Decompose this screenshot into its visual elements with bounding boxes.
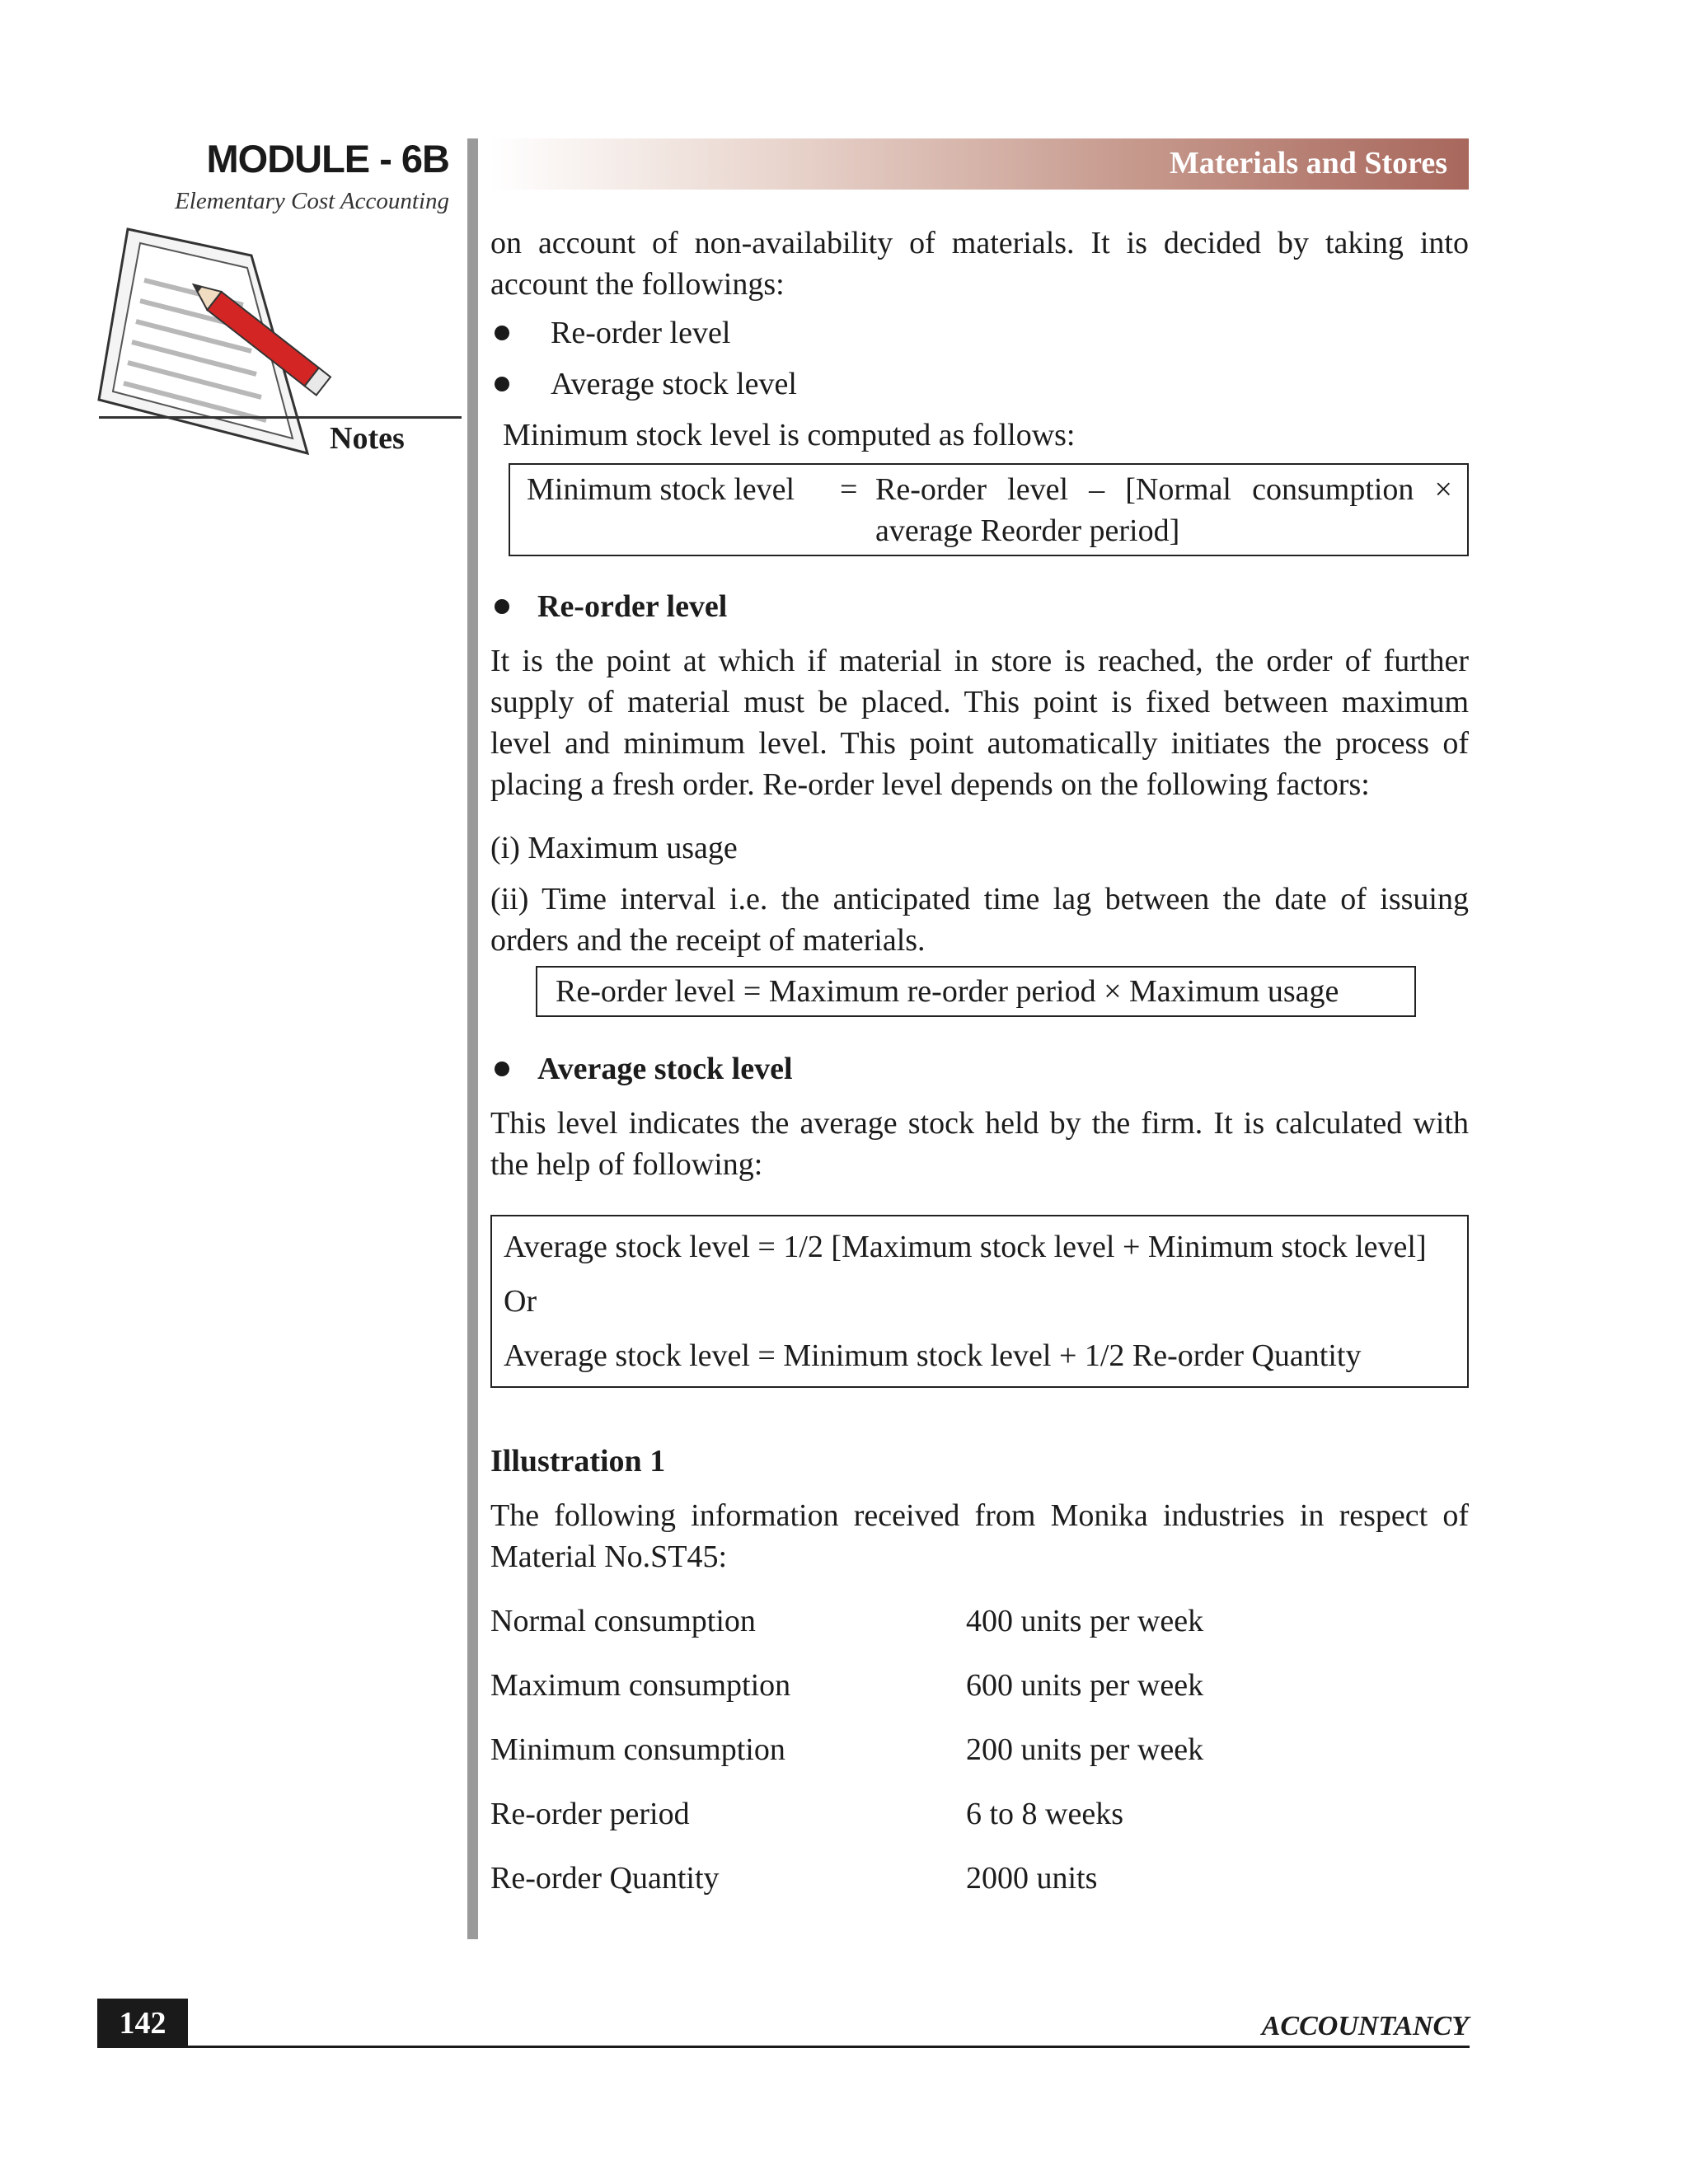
- average-heading: Average stock level: [537, 1052, 793, 1086]
- data-row-value: 6 to 8 weeks: [966, 1797, 1124, 1831]
- min-stock-lead: Minimum stock level is computed as follows:: [503, 418, 1076, 452]
- footer-rule: [97, 2046, 1470, 2048]
- reorder-factor-2: (ii) Time interval i.e. the anticipated time lag between the date of issuing orders and the receipt of materials.: [490, 882, 1469, 958]
- module-subtitle: Elementary Cost Accounting: [175, 188, 449, 214]
- formula-rhs-line1: Re-order level – [Normal consumption ×: [875, 472, 1452, 507]
- average-formula-2: Average stock level = Minimum stock level + 1/2 Re-order Quantity: [504, 1338, 1362, 1373]
- average-formula-box: [490, 1215, 1469, 1388]
- bullet-icon: [495, 377, 509, 391]
- margin-bar: [467, 138, 478, 1939]
- data-row-value: 400 units per week: [966, 1604, 1204, 1638]
- module-title: MODULE - 6B: [206, 137, 449, 180]
- notes-label: Notes: [330, 421, 405, 456]
- reorder-paragraph: It is the point at which if material in store is reached, the order of further supply of material must be placed. This point is fixed between maximum level and minimum level. This point automatically initiates the process of placing a fresh order. Re-order level depends on the following factors:: [490, 644, 1469, 802]
- reorder-formula: Re-order level = Maximum re-order period × Maximum usage: [556, 974, 1339, 1009]
- intro-paragraph: on account of non-availability of materials. It is decided by taking into account the followings:: [490, 226, 1469, 302]
- chapter-header-band: [490, 138, 1469, 190]
- average-formula-1: Average stock level = 1/2 [Maximum stock level + Minimum stock level]: [504, 1230, 1427, 1264]
- reorder-formula-box: [536, 966, 1416, 1017]
- formula-rhs-line2: average Reorder period]: [875, 513, 1180, 548]
- page-number: 142: [97, 1999, 188, 2048]
- notes-pencil-icon: [95, 223, 342, 462]
- average-formula-or: Or: [504, 1284, 537, 1319]
- data-row-label: Re-order period: [490, 1797, 690, 1831]
- bullet-icon: [495, 326, 509, 340]
- reorder-heading: Re-order level: [537, 589, 728, 624]
- illustration-paragraph: The following information received from Monika industries in respect of Material No.ST45:: [490, 1498, 1469, 1574]
- data-row-value: 2000 units: [966, 1861, 1098, 1896]
- chapter-title: Materials and Stores: [1169, 146, 1447, 180]
- formula-equals: =: [840, 472, 858, 507]
- min-stock-formula-box: [509, 463, 1469, 556]
- data-row-value: 600 units per week: [966, 1668, 1204, 1703]
- data-row-value: 200 units per week: [966, 1732, 1204, 1767]
- data-row-label: Re-order Quantity: [490, 1861, 720, 1896]
- bullet-icon: [495, 599, 509, 614]
- list-item: Average stock level: [551, 367, 797, 401]
- data-row-label: Normal consumption: [490, 1604, 756, 1638]
- footer-subject: ACCOUNTANCY: [1261, 2011, 1469, 2041]
- reorder-factor-1: (i) Maximum usage: [490, 831, 738, 865]
- data-row-label: Maximum consumption: [490, 1668, 791, 1703]
- list-item: Re-order level: [551, 316, 731, 350]
- formula-lhs: Minimum stock level: [527, 472, 795, 507]
- bullet-icon: [495, 1062, 509, 1076]
- notes-divider: [99, 416, 462, 419]
- illustration-heading: Illustration 1: [490, 1444, 666, 1479]
- data-row-label: Minimum consumption: [490, 1732, 785, 1767]
- average-paragraph: This level indicates the average stock held by the firm. It is calculated with the help of following:: [490, 1106, 1469, 1182]
